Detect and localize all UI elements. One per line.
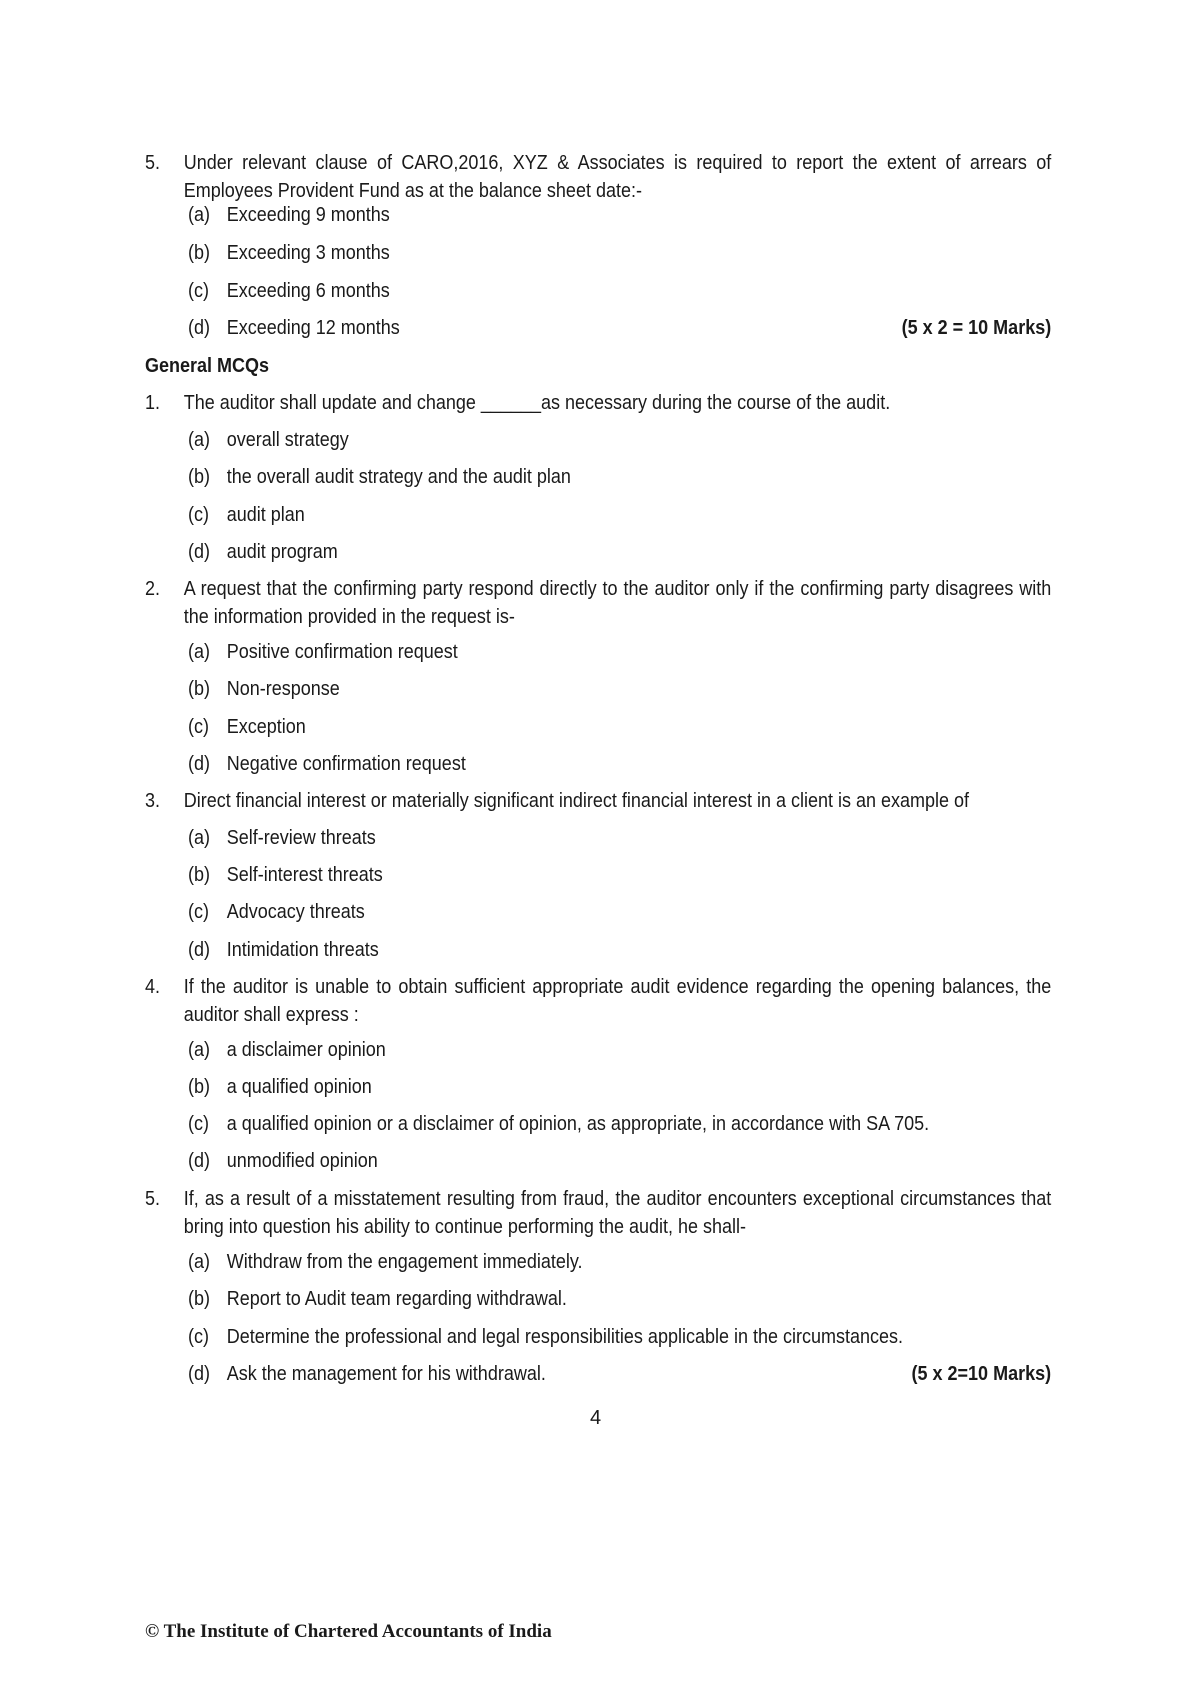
option [188, 277, 998, 305]
footer-copyright: © The Institute of Chartered Accountants of India [145, 1621, 552, 1642]
option-label: (c) [188, 504, 209, 526]
question-4 [145, 973, 1052, 1029]
option-label: (c) [188, 901, 209, 923]
option-text: Exceeding 12 months [226, 317, 400, 339]
option-text: unmodified opinion [226, 1150, 378, 1172]
option [188, 1110, 998, 1138]
option [188, 201, 998, 229]
option [188, 538, 998, 566]
option [188, 1285, 998, 1313]
option-text: the overall audit strategy and the audit plan [226, 466, 571, 488]
question-5-general [145, 1185, 1052, 1241]
option [188, 1147, 998, 1175]
option-label: (d) [188, 1363, 211, 1385]
question-number: 5. [145, 152, 161, 174]
option-label: (a) [188, 827, 211, 849]
option-label: (c) [188, 1113, 209, 1135]
option [188, 1360, 998, 1388]
option-label: (b) [188, 1288, 211, 1310]
question-text: If, as a result of a misstatement resulting from fraud, the auditor encounters exceptional circumstances that bring into question his ability to continue performing the audit, he shall- [183, 1188, 1052, 1238]
question-3 [145, 787, 970, 815]
question-5 [145, 149, 1052, 205]
option-text: audit program [226, 541, 338, 563]
option-label: (d) [188, 1150, 211, 1172]
option [188, 1323, 998, 1351]
option [188, 675, 998, 703]
option-label: (b) [188, 864, 211, 886]
question-number: 2. [145, 578, 161, 600]
option [188, 713, 998, 741]
option-label: (b) [188, 678, 211, 700]
option-text: audit plan [226, 504, 305, 526]
option [188, 824, 998, 852]
option-text: a qualified opinion or a disclaimer of opinion, as appropriate, in accordance with SA 705. [226, 1113, 930, 1135]
option-text: Self-interest threats [226, 864, 383, 886]
question-text: A request that the confirming party respond directly to the auditor only if the confirming party disagrees with the information provided in the request is- [183, 578, 1052, 628]
option-text: Exceeding 9 months [226, 204, 390, 226]
option [188, 936, 998, 964]
question-text: The auditor shall update and change ______as necessary during the course of the audit. [183, 392, 891, 414]
marks-label: (5 x 2 = 10 Marks) [901, 317, 1051, 339]
option-label: (b) [188, 242, 211, 264]
option-label: (a) [188, 641, 211, 663]
page-number: 4 [589, 1407, 602, 1429]
option [188, 426, 998, 454]
option [188, 314, 998, 342]
option [188, 861, 998, 889]
question-text: Direct financial interest or materially significant indirect financial interest in a client is an example of [183, 790, 970, 812]
option-text: Non-response [226, 678, 340, 700]
section-heading: General MCQs [145, 355, 270, 377]
question-number: 1. [145, 392, 161, 414]
option-label: (d) [188, 317, 211, 339]
option-text: a disclaimer opinion [226, 1039, 386, 1061]
option-text: a qualified opinion [226, 1076, 372, 1098]
option-text: Exceeding 6 months [226, 280, 390, 302]
option [188, 898, 998, 926]
question-number: 4. [145, 976, 161, 998]
option [188, 750, 998, 778]
question-text: If the auditor is unable to obtain sufficient appropriate audit evidence regarding the opening balances, the auditor shall express : [183, 976, 1052, 1026]
option-text: Withdraw from the engagement immediately. [226, 1251, 583, 1273]
option-text: overall strategy [226, 429, 349, 451]
option-label: (d) [188, 541, 211, 563]
question-1 [145, 389, 960, 417]
option-text: Exceeding 3 months [226, 242, 390, 264]
question-number: 5. [145, 1188, 161, 1210]
option-label: (a) [188, 1251, 211, 1273]
option-label: (c) [188, 716, 209, 738]
option-label: (b) [188, 1076, 211, 1098]
option [188, 1248, 998, 1276]
option [188, 239, 998, 267]
option-label: (a) [188, 1039, 211, 1061]
option-label: (b) [188, 466, 211, 488]
option-text: Self-review threats [226, 827, 376, 849]
option-label: (c) [188, 280, 209, 302]
question-text: Under relevant clause of CARO,2016, XYZ & Associates is required to report the extent of arrears of Employees Provident Fund as at the balance sheet date:- [183, 152, 1052, 202]
option [188, 1036, 998, 1064]
option-text: Determine the professional and legal responsibilities applicable in the circumstances. [226, 1326, 904, 1348]
option [188, 501, 998, 529]
question-number: 3. [145, 790, 161, 812]
option [188, 463, 998, 491]
option-text: Negative confirmation request [226, 753, 466, 775]
option-label: (c) [188, 1326, 209, 1348]
option-label: (a) [188, 204, 211, 226]
question-2 [145, 575, 1052, 631]
option-label: (d) [188, 939, 211, 961]
option-text: Ask the management for his withdrawal. [226, 1363, 546, 1385]
option-text: Advocacy threats [226, 901, 365, 923]
option-text: Intimidation threats [226, 939, 379, 961]
marks-label: (5 x 2=10 Marks) [911, 1363, 1051, 1385]
option-label: (a) [188, 429, 211, 451]
option-text: Positive confirmation request [226, 641, 458, 663]
option-label: (d) [188, 753, 211, 775]
option [188, 638, 998, 666]
option-text: Exception [226, 716, 306, 738]
option-text: Report to Audit team regarding withdrawal. [226, 1288, 567, 1310]
option [188, 1073, 998, 1101]
